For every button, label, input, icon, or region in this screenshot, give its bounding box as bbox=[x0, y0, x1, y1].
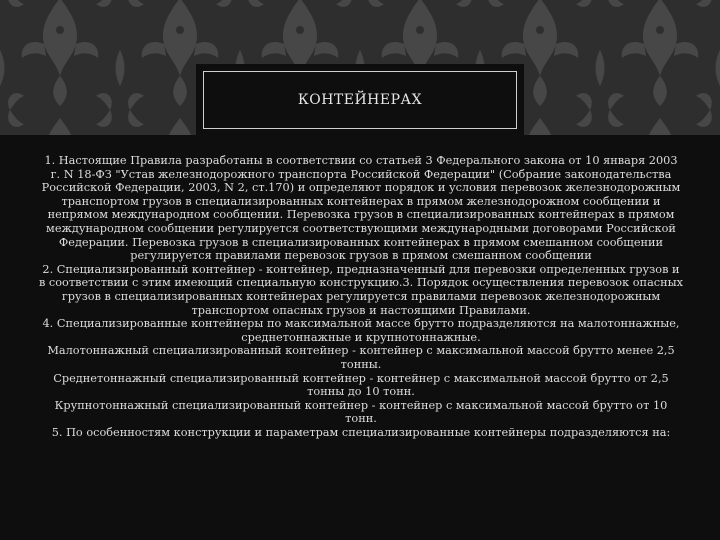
paragraph-1: 1. Настоящие Правила разработаны в соответствии со статьей 3 Федерального закона от 10 января 2003 г. N 18-ФЗ "Устав железнодорожного транспорта Российской Федерации" (Собрание законодательства Российской Федерации, 2003, N 2, ст.170) и определяют порядок и условия перевозок железнодорожным транспортом грузов в специализированных контейнерах в прямом железнодорожном сообщении и непрямом международном сообщении. Перевозка грузов в специализированных контейнерах в прямом международном сообщении регулируется соответствующими международными договорами Российской Федерации. Перевозка грузов в специализированных контейнерах в прямом смешанном сообщении регулируется правилами перевозок грузов в прямом смешанном сообщении bbox=[41, 154, 681, 263]
paragraph-3: 4. Специализированные контейнеры по максимальной массе брутто подразделяются на малотоннажные, среднетоннажные и крупнотоннажные. bbox=[42, 317, 680, 344]
paragraph-2: 2. Специализированный контейнер - контейнер, предназначенный для перевозки определенных грузов и в соответствии с этим имеющий специальную конструкцию.3. Порядок осуществления перевозок опасных грузов в специализированных контейнерах регулируется правилами перевозок железнодорожным транспортом опасных грузов и настоящими Правилами. bbox=[38, 262, 684, 317]
paragraph-7: 5. По особенностям конструкции и параметрам специализированные контейнеры подразделяются на: bbox=[51, 425, 671, 439]
paragraph-4: Малотоннажный специализированный контейнер - контейнер с максимальной массой брутто менее 2,5 тонны. bbox=[47, 344, 675, 371]
slide-title: КОНТЕЙНЕРАХ bbox=[297, 92, 423, 108]
paragraph-6: Крупнотоннажный специализированный контейнер - контейнер с максимальной массой брутто от 10 тонн. bbox=[54, 398, 668, 426]
title-frame bbox=[203, 71, 517, 129]
title-box bbox=[196, 64, 524, 136]
body-text bbox=[38, 154, 684, 439]
paragraph-5: Среднетоннажный специализированный контейнер - контейнер с максимальной массой брутто от 2,5 тонны до 10 тонн. bbox=[53, 371, 669, 399]
